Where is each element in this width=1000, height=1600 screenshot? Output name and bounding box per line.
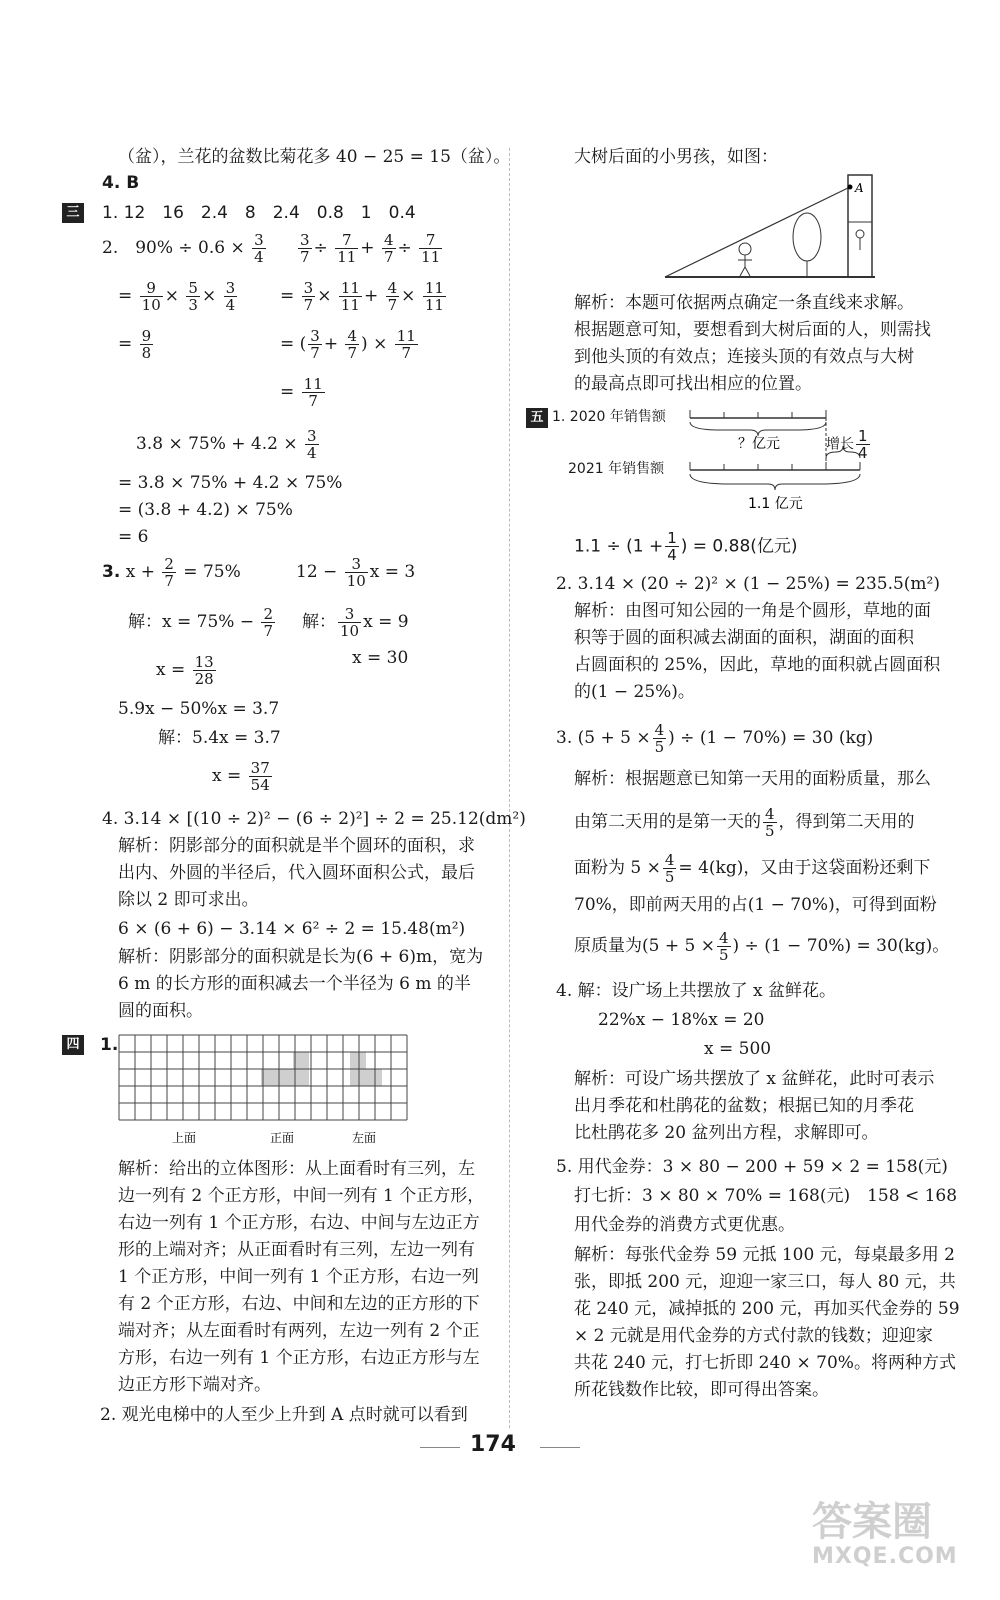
s4-line5: 1 个正方形，中间一列有 1 个正方形，右边一列 [118,1267,479,1287]
fraction: $\frac{37}{54}$ [250,759,270,794]
q1-answers: 1. 12 16 2.4 8 2.4 0.8 1 0.4 [102,203,416,223]
right-line-25: 打七折：3 × 80 × 70% = 168(元) 158 < 168 [574,1186,958,1206]
fraction: $\frac{3}{4}$ [307,427,317,462]
q2c-line4: = 6 [118,527,149,547]
fraction: $\frac{4}{5}$ [765,805,775,840]
fraction: $\frac{9}{8}$ [141,327,152,362]
right-line-30: × 2 元就是用代金券的方式付款的钱数；迎迎家 [574,1326,933,1346]
fraction: $\frac{11}{7}$ [396,327,416,362]
s4-line6: 有 2 个正方形，右边、中间和左边的正方形的下 [118,1294,480,1314]
right-line-15: 面粉为 5 × $\frac{4}{5}$ = 4(kg)，又由于这袋面粉还剩下 [574,851,931,886]
q2b-line1: $\frac{3}{7}$ ÷ $\frac{7}{11}$ + $\frac{4}{7}$ ÷ $\frac{7}{11}$ [300,231,441,266]
column-divider [509,148,510,1428]
fraction: $\frac{3}{4}$ [225,279,236,314]
elevator-person-icon [856,230,864,250]
fraction: $\frac{3}{7}$ [303,279,314,314]
section-badge-5: 五 [526,408,548,428]
q3c-line3: x = $\frac{37}{54}$ [212,759,270,794]
fraction: $\frac{13}{28}$ [194,653,214,688]
q2c-line2: = 3.8 × 75% + 4.2 × 75% [118,473,343,493]
point-a [848,185,853,190]
fraction: $\frac{4}{7}$ [383,231,394,266]
q4-line1: 4. 3.14 × [(10 ÷ 2)² − (6 ÷ 2)²] ÷ 2 = 25.12(dm²) [102,809,526,829]
right-line-9: 积等于圆的面积减去湖面的面积，湖面的面积 [574,628,914,648]
page-number-rule-left [420,1447,460,1448]
q3b-answer: x = 30 [352,648,409,668]
fraction: $\frac{9}{10}$ [141,279,161,314]
right-line-26: 用代金券的消费方式更优惠。 [574,1215,795,1235]
s4-line1: 解析：给出的立体图形：从上面看时有三列，左 [118,1159,475,1179]
q3c-line1: 5.9x − 50%x = 3.7 [118,699,280,719]
right-line-5: 的最高点即可找出相应的位置。 [574,374,812,394]
right-line-14: 由第二天用的是第一天的 $\frac{4}{5}$ ，得到第二天用的 [574,805,915,840]
q2c-line1: 3.8 × 75% + 4.2 × $\frac{3}{4}$ [136,427,317,462]
diagram-2021-label: 2021 年销售额 [568,461,665,477]
right-line-27: 解析：每张代金券 59 元抵 100 元，每桌最多用 2 [574,1245,955,1265]
right-line-16: 70%，即前两天用的占(1 − 70%)，可得到面粉 [574,895,937,915]
q3b-line1: 12 − $\frac{3}{10}$ x = 3 [296,555,416,590]
point-a-label: A [855,181,864,195]
growth-label: 增长 $\frac{1}{4}$ [826,427,868,462]
fraction: $\frac{5}{3}$ [188,279,198,314]
s4-line2: 边一列有 2 个正方形，中间一列有 1 个正方形， [118,1186,485,1206]
section-badge-3: 三 [62,203,84,223]
total-amount-label: 1.1 亿元 [748,496,803,512]
q2b-line3: = ( $\frac{3}{7}$ + $\frac{4}{7}$ ) × $\frac{11}{7}$ [280,327,416,362]
q2c-line3: = (3.8 + 4.2) × 75% [118,500,293,520]
fraction: $\frac{3}{10}$ [346,555,366,590]
q4-line7: 6 m 的长方形的面积减去一个半径为 6 m 的半 [118,974,471,994]
q2a-line1 [102,232,268,265]
q3c-line2: 解：5.4x = 3.7 [158,728,281,748]
s4-line8: 方形，右边一列有 1 个正方形，右边正方形与左 [118,1348,480,1368]
right-line-22: 出月季花和杜鹃花的盆数；根据已知的月季花 [574,1096,914,1116]
fraction: $\frac{4}{7}$ [347,327,358,362]
grid-label-left: 左面 [352,1131,377,1145]
fraction: $\frac{3}{7}$ [310,327,320,362]
view-grid-figure [118,1034,418,1154]
unknown-amount-label: ？亿元 [738,436,780,452]
watermark-title: 答案圈 [812,1499,932,1545]
q4-line3: 出内、外圆的半径后，代入圆环面积公式，最后 [118,863,475,883]
s4-line10: 2. 观光电梯中的人至少上升到 A 点时就可以看到 [100,1405,468,1425]
s4-line4: 形的上端对齐；从正面看时有三列，左边一列有 [118,1240,475,1260]
fraction: $\frac{11}{11}$ [340,279,360,314]
q2b-line4: = $\frac{11}{7}$ [280,375,323,410]
fraction: $\frac{2}{7}$ [164,555,174,590]
fraction: $\frac{3}{4}$ [254,231,264,266]
right-line-11: 的(1 − 25%)。 [574,682,695,702]
fraction: $\frac{3}{10}$ [340,605,360,640]
q3a-line1: 3. x + $\frac{2}{7}$ = 75% [102,555,241,590]
diagram-2020-label: 1. 2020 年销售额 [552,409,666,425]
right-line-24: 5. 用代金券：3 × 80 − 200 + 59 × 2 = 158(元) [556,1157,948,1177]
right-line-31: 共花 240 元，打七折即 240 × 70%。将两种方式 [574,1353,956,1373]
right-line-6: 1.1 ÷ (1 + $\frac{1}{4}$ ) = 0.88(亿元) [574,529,798,564]
q2a-line2: = $\frac{9}{10}$ × $\frac{5}{3}$ × $\frac{3}{4}$ [118,279,236,314]
fraction: $\frac{1}{4}$ [858,427,868,462]
fraction: $\frac{3}{7}$ [300,231,310,266]
q3b-solution: 解： $\frac{3}{10}$ x = 9 [302,605,409,640]
fraction: $\frac{7}{11}$ [421,231,441,266]
right-line-21: 解析：可设广场共摆放了 x 盆鲜花，此时可表示 [574,1069,935,1089]
q2a-lead: 2. 90% ÷ 0.6 × [102,238,245,258]
s4-line7: 端对齐；从左面看时有两列，左边一列有 2 个正 [118,1321,480,1341]
right-line-4: 到他头顶的有效点；连接头顶的有效点与大树 [574,347,914,367]
q2b-line2: = $\frac{3}{7}$ × $\frac{11}{11}$ + $\frac{4}{7}$ × $\frac{11}{11}$ [280,279,444,314]
right-line-3: 根据题意可知，要想看到大树后面的人，则需找 [574,320,931,340]
q4-line6: 解析：阴影部分的面积就是长为(6 + 6)m，宽为 [118,947,484,967]
right-line-20: x = 500 [704,1039,772,1059]
watermark-logo [812,1500,958,1570]
right-line-23: 比杜鹃花多 20 盆列出方程，求解即可。 [574,1123,879,1143]
right-line-17: 原质量为(5 + 5 × $\frac{4}{5}$ ) ÷ (1 − 70%) = 30(kg)。 [574,929,950,964]
right-line-1: 大树后面的小男孩，如图： [574,147,778,167]
fraction: $\frac{7}{11}$ [337,231,357,266]
right-line-29: 花 240 元，减掉抵的 200 元，再加买代金券的 59 [574,1299,960,1319]
s4-line9: 边正方形下端对齐。 [118,1375,271,1395]
fraction: $\frac{4}{5}$ [718,929,729,964]
q3a-solution: 解：x = 75% − $\frac{2}{7}$ [128,605,274,640]
fraction: $\frac{11}{7}$ [303,375,323,410]
left-line-1: （盆），兰花的盆数比菊花多 40 − 25 = 15（盆）。 [118,147,511,167]
fraction: $\frac{4}{5}$ [654,721,665,756]
q4-line4: 除以 2 即可求出。 [118,890,259,910]
right-line-28: 张，即抵 200 元，迎迎一家三口，每人 80 元，共 [574,1272,956,1292]
left-line-2: 4. B [102,173,140,193]
right-line-19: 22%x − 18%x = 20 [598,1010,765,1030]
watermark-url: MXQE.COM [812,1544,958,1569]
q4-1-label: 1. [100,1035,119,1055]
right-line-32: 所花钱数作比较，即可得出答案。 [574,1380,829,1400]
right-line-8: 解析：由图可知公园的一角是个圆形，草地的面 [574,601,931,621]
q4-line2: 解析：阴影部分的面积就是半个圆环的面积，求 [118,836,475,856]
q4-line8: 圆的面积。 [118,1001,203,1021]
q4-line5: 6 × (6 + 6) − 3.14 × 6² ÷ 2 = 15.48(m²) [118,919,466,939]
s4-line3: 右边一列有 1 个正方形，右边、中间与左边正方 [118,1213,480,1233]
right-line-2: 解析：本题可依据两点确定一条直线来求解。 [574,293,914,313]
fraction: $\frac{4}{5}$ [664,851,675,886]
q2a-line3: = $\frac{9}{8}$ [118,327,152,362]
fraction: $\frac{4}{7}$ [387,279,398,314]
tree-icon [793,213,821,276]
right-line-10: 占圆面积的 25%，因此，草地的面积就占圆面积 [574,655,941,675]
right-line-12: 3. (5 + 5 × $\frac{4}{5}$ ) ÷ (1 − 70%) = 30 (kg) [556,721,874,756]
grid-label-top: 上面 [172,1131,197,1145]
fraction: $\frac{2}{7}$ [263,605,274,640]
q3a-answer: x = $\frac{13}{28}$ [156,653,214,688]
page-number: 174 [470,1432,516,1457]
grid-label-front: 正面 [270,1131,295,1145]
tree-sightline-figure [650,172,880,282]
right-line-7: 2. 3.14 × (20 ÷ 2)² × (1 − 25%) = 235.5(m²) [556,574,940,594]
fraction: $\frac{11}{11}$ [424,279,444,314]
right-line-13: 解析：根据题意已知第一天用的面粉质量，那么 [574,769,931,789]
boy-icon [738,243,752,276]
page-number-rule-right [540,1447,580,1448]
fraction: $\frac{1}{4}$ [667,529,677,564]
section-badge-4: 四 [62,1035,84,1055]
right-line-18: 4. 解：设广场上共摆放了 x 盆鲜花。 [556,981,837,1001]
